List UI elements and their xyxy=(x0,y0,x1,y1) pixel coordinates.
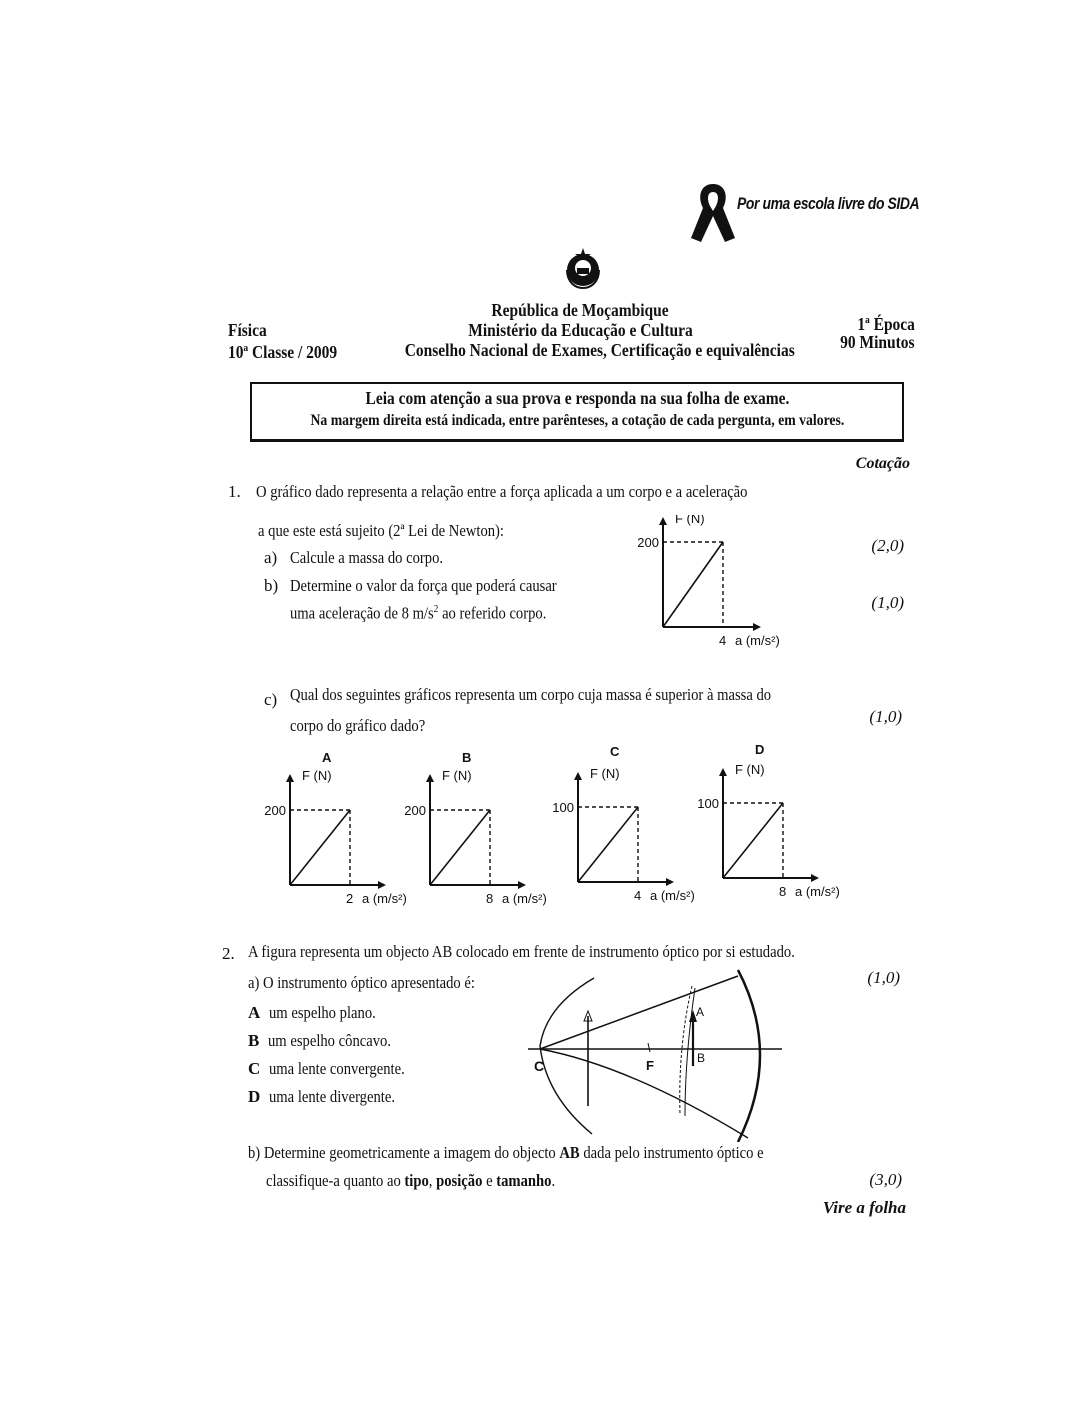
option-graph-d[interactable] xyxy=(685,738,870,910)
q2-option-c[interactable]: C uma lente convergente. xyxy=(248,1059,405,1078)
y-axis-arrow xyxy=(426,774,434,782)
option-letter: B xyxy=(462,750,472,765)
q2a-text: a) O instrumento óptico apresentado é: xyxy=(248,973,475,992)
x-tick-label: 2 xyxy=(346,891,354,906)
q1c-label: c) xyxy=(264,690,278,709)
header-country: República de Moçambique xyxy=(491,300,669,320)
x-axis-label: a (m/s²) xyxy=(735,633,780,648)
sketch-curve xyxy=(680,986,692,1114)
q2b-text-line1: b) Determine geometricamente a imagem do objecto AB dada pelo instrumento óptico e xyxy=(248,1143,764,1162)
data-line xyxy=(663,542,723,627)
x-axis-label: a (m/s²) xyxy=(795,884,840,899)
aids-ribbon-icon xyxy=(683,180,743,246)
q1b-text-line2: uma aceleração de 8 $m/s^2$ ao referido corpo. xyxy=(290,603,547,623)
data-line xyxy=(578,807,638,882)
q2a-score: (1,0) xyxy=(867,968,900,987)
concave-mirror-diagram xyxy=(520,966,790,1142)
instructions-line-1: Leia com atenção a sua prova e responda na sua folha de exame. xyxy=(365,388,789,408)
ray-lower xyxy=(540,1049,748,1138)
instructions-line-2: Na margem direita está indicada, entre parênteses, a cotação de cada pergunta, em valores. xyxy=(310,412,844,429)
y-axis-label: F (N) xyxy=(735,762,765,777)
x-axis-arrow xyxy=(811,874,819,882)
y-tick-label: 200 xyxy=(264,803,286,818)
option-letter: C xyxy=(610,744,620,759)
y-axis-arrow xyxy=(659,517,667,525)
y-axis-label: F (N) xyxy=(590,766,620,781)
x-axis-arrow xyxy=(378,881,386,889)
q2-option-a[interactable]: A um espelho plano. xyxy=(248,1003,376,1022)
q1c-score: (1,0) xyxy=(869,707,902,726)
y-axis-label: F (N) xyxy=(442,768,472,783)
x-axis-label: a (m/s²) xyxy=(650,888,695,903)
y-tick-label: 200 xyxy=(404,803,426,818)
q1a-text: Calcule a massa do corpo. xyxy=(290,548,444,567)
turn-page-note: Vire a folha xyxy=(822,1198,906,1217)
exam-season: 1ª Época xyxy=(857,314,915,334)
data-line xyxy=(290,810,350,885)
y-axis-arrow xyxy=(719,768,727,776)
x-axis-label: a (m/s²) xyxy=(502,891,547,906)
x-axis-arrow xyxy=(753,623,761,631)
q2-intro: A figura representa um objecto AB colocado em frente de instrumento óptico por si estudado. xyxy=(248,942,795,961)
mozambique-emblem-icon xyxy=(561,246,605,290)
q2-option-b[interactable]: B um espelho côncavo. xyxy=(248,1031,391,1050)
q1a-label: a) xyxy=(264,548,278,567)
slogan: Por uma escola livre do SIDA xyxy=(737,194,920,213)
q1c-text-line2: corpo do gráfico dado? xyxy=(290,716,426,735)
class-year: 10ª Classe / 2009 xyxy=(228,342,338,362)
option-letter: D xyxy=(755,742,765,757)
q2b-score: (3,0) xyxy=(869,1170,902,1189)
exam-duration: 90 Minutos xyxy=(840,332,915,352)
x-tick-label: 4 xyxy=(719,633,727,648)
cotacao-heading: Cotação xyxy=(855,455,910,472)
data-line xyxy=(430,810,490,885)
header-ministry: Ministério da Educação e Cultura xyxy=(467,320,693,340)
label-focus-f: F xyxy=(646,1058,654,1073)
x-tick-label: 4 xyxy=(634,888,642,903)
data-line xyxy=(723,803,783,878)
x-tick-label: 8 xyxy=(486,891,494,906)
y-tick-label: 100 xyxy=(697,796,719,811)
q1c-text-line1: Qual dos seguintes gráficos representa um corpo cuja massa é superior à massa do xyxy=(290,685,772,704)
label-point-a: A xyxy=(696,1005,705,1019)
q1b-label: b) xyxy=(264,576,279,595)
given-force-acceleration-graph xyxy=(626,515,826,650)
y-axis-arrow xyxy=(286,774,294,782)
q1-intro-line1: O gráfico dado representa a relação entre a força aplicada a um corpo e a aceleração xyxy=(256,482,748,501)
y-axis-label: F (N) xyxy=(302,768,332,783)
instructions-box xyxy=(250,382,904,442)
y-axis-label: F (N) xyxy=(675,515,705,526)
left-sketch-arc xyxy=(540,978,594,1134)
q2-number: 2. xyxy=(222,944,235,963)
y-tick-label: 100 xyxy=(552,800,574,815)
q2b-text-line2: classifique-a quanto ao tipo, posição e tamanho. xyxy=(266,1171,556,1190)
q2-option-d[interactable]: D uma lente divergente. xyxy=(248,1087,395,1106)
x-axis-label: a (m/s²) xyxy=(362,891,407,906)
ray-upper xyxy=(540,976,738,1049)
option-letter: A xyxy=(322,750,332,765)
q1-intro-line2: a que este está sujeito (2ª Lei de Newton): xyxy=(258,521,505,540)
q1-number: 1. xyxy=(228,482,241,501)
y-axis-arrow xyxy=(574,772,582,780)
x-axis-arrow xyxy=(666,878,674,886)
subject: Física xyxy=(228,320,267,340)
q1a-score: (2,0) xyxy=(871,536,904,555)
y-tick-label: 200 xyxy=(637,535,659,550)
label-vertex-c: C xyxy=(534,1058,545,1074)
x-tick-label: 8 xyxy=(779,884,787,899)
header-council: Conselho Nacional de Exames, Certificação e equivalências xyxy=(405,340,795,360)
q1b-score: (1,0) xyxy=(871,593,904,612)
label-point-b: B xyxy=(697,1051,706,1065)
x-axis-arrow xyxy=(518,881,526,889)
q1b-text-line1: Determine o valor da força que poderá causar xyxy=(290,576,557,595)
mirror-arc xyxy=(738,970,760,1142)
